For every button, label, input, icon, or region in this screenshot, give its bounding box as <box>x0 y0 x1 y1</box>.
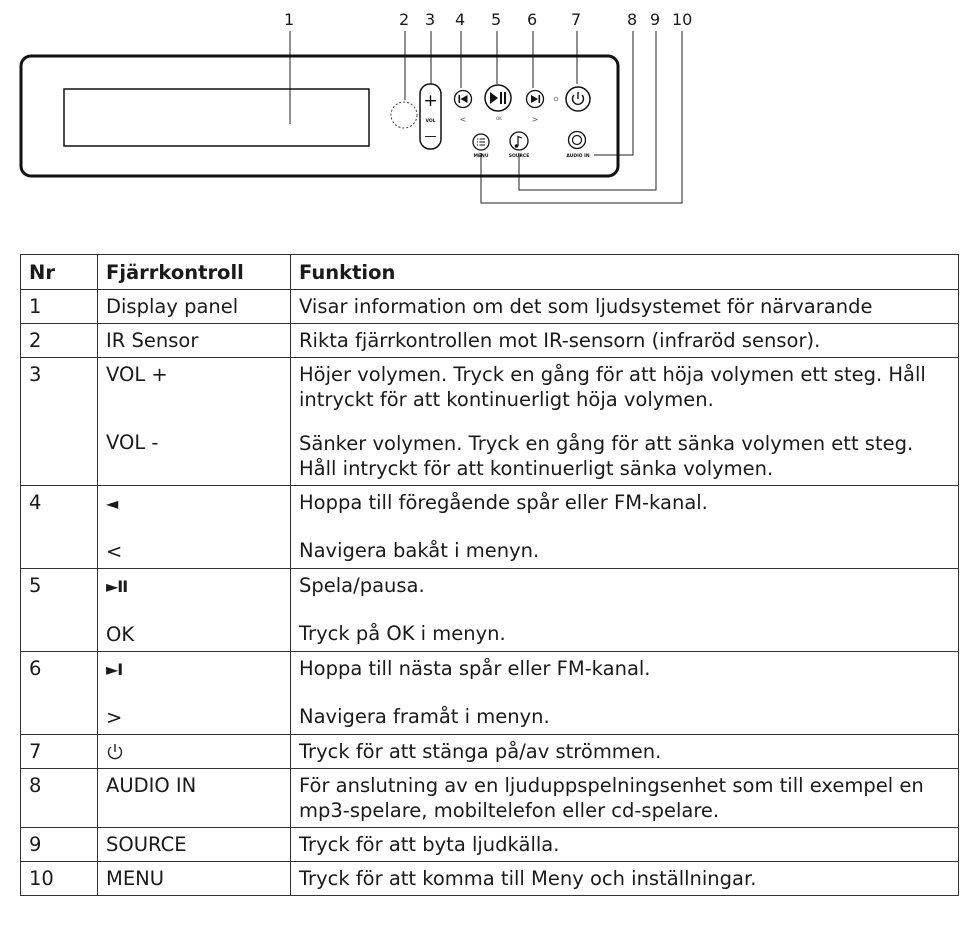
table-row <box>21 290 959 324</box>
row-nr: 9 <box>21 828 98 862</box>
row-function: Tryck för att byta ljudkälla. <box>291 828 959 862</box>
row-control: AUDIO IN <box>98 769 291 828</box>
table-row <box>21 769 959 828</box>
control-nav-right: > <box>106 706 123 729</box>
row-nr: 8 <box>21 769 98 828</box>
row-nr: 5 <box>21 569 98 652</box>
row-nr: 1 <box>21 290 98 324</box>
function-nav-right: Navigera framåt i menyn. <box>299 705 550 728</box>
row-control: Display panel <box>98 290 291 324</box>
nav-left-label: < <box>459 115 467 124</box>
table-header-row <box>21 255 959 290</box>
control-vol-minus: VOL - <box>106 431 159 454</box>
row-control: SOURCE <box>98 828 291 862</box>
row-nr: 6 <box>21 652 98 735</box>
row-control <box>98 652 291 735</box>
row-nr: 3 <box>21 358 98 486</box>
control-vol-plus: VOL + <box>106 363 168 386</box>
callout-3: 3 <box>425 10 436 29</box>
play-pause-icon: ►II <box>106 577 128 596</box>
callout-9: 9 <box>650 10 661 29</box>
source-button <box>510 132 528 150</box>
nav-right-label: > <box>531 115 539 124</box>
row-nr: 10 <box>21 862 98 896</box>
table-row <box>21 324 959 358</box>
table-row <box>21 862 959 896</box>
callout-4: 4 <box>455 10 466 29</box>
function-table <box>20 254 959 896</box>
vol-minus-glyph: — <box>424 129 437 143</box>
ir-sensor <box>391 102 417 128</box>
next-track-icon: ►I <box>106 660 123 679</box>
function-vol-minus: Sänker volymen. Tryck en gång för att sänka volymen ett steg. Håll intryckt för att kontinuerligt sänka volymen. <box>299 432 914 480</box>
row-function: Tryck för att stänga på/av strömmen. <box>291 735 959 769</box>
row-function: Visar information om det som ljudsystemet för närvarande <box>291 290 959 324</box>
row-control <box>98 735 291 769</box>
table-row <box>21 486 959 569</box>
power-icon <box>106 742 124 762</box>
table-row <box>21 735 959 769</box>
row-function: Tryck för att komma till Meny och inställningar. <box>291 862 959 896</box>
source-label: SOURCE <box>508 154 530 159</box>
callout-7: 7 <box>571 10 582 29</box>
table-row <box>21 358 959 486</box>
display-panel <box>64 89 369 146</box>
vol-label: VOL <box>425 119 436 124</box>
function-nav-left: Navigera bakåt i menyn. <box>299 539 540 562</box>
device-front-diagram <box>0 0 960 220</box>
ok-label: OK <box>496 116 502 121</box>
function-play-pause: Spela/pausa. <box>299 574 425 597</box>
vol-plus-glyph: + <box>423 91 438 111</box>
audio-in-jack <box>569 132 586 149</box>
function-prev: Hoppa till föregående spår eller FM-kanal. <box>299 491 708 514</box>
row-function <box>291 652 959 735</box>
row-nr: 4 <box>21 486 98 569</box>
row-function <box>291 358 959 486</box>
table-row <box>21 828 959 862</box>
callout-10: 10 <box>672 10 693 29</box>
row-nr: 2 <box>21 324 98 358</box>
audio-in-label: AUDIO IN <box>566 154 590 159</box>
callout-8: 8 <box>627 10 638 29</box>
function-ok: Tryck på OK i menyn. <box>299 622 506 645</box>
row-control: IR Sensor <box>98 324 291 358</box>
header-nr: Nr <box>21 255 98 290</box>
header-remote-control: Fjärrkontroll <box>98 255 291 290</box>
function-vol-plus: Höjer volymen. Tryck en gång för att höja volymen ett steg. Håll intryckt för att kontinuerligt höja volymen. <box>299 363 926 411</box>
row-control: MENU <box>98 862 291 896</box>
prev-track-icon: ◄ <box>106 494 118 513</box>
control-ok: OK <box>106 623 135 646</box>
menu-label: MENU <box>473 154 489 159</box>
row-function <box>291 486 959 569</box>
function-next: Hoppa till nästa spår eller FM-kanal. <box>299 657 651 680</box>
table-row <box>21 652 959 735</box>
row-control <box>98 569 291 652</box>
row-nr: 7 <box>21 735 98 769</box>
row-function: För anslutning av en ljuduppspelningsenhet som till exempel en mp3-spelare, mobiltelefon eller cd-spelare. <box>291 769 959 828</box>
row-control <box>98 358 291 486</box>
callout-1: 1 <box>284 10 295 29</box>
callout-6: 6 <box>527 10 538 29</box>
callout-2: 2 <box>399 10 410 29</box>
control-nav-left: < <box>106 540 123 563</box>
row-function: Rikta fjärrkontrollen mot IR-sensorn (infraröd sensor). <box>291 324 959 358</box>
table-row <box>21 569 959 652</box>
row-control <box>98 486 291 569</box>
callout-5: 5 <box>491 10 502 29</box>
diagram-drawing <box>0 0 960 220</box>
header-function: Funktion <box>291 255 959 290</box>
row-function <box>291 569 959 652</box>
